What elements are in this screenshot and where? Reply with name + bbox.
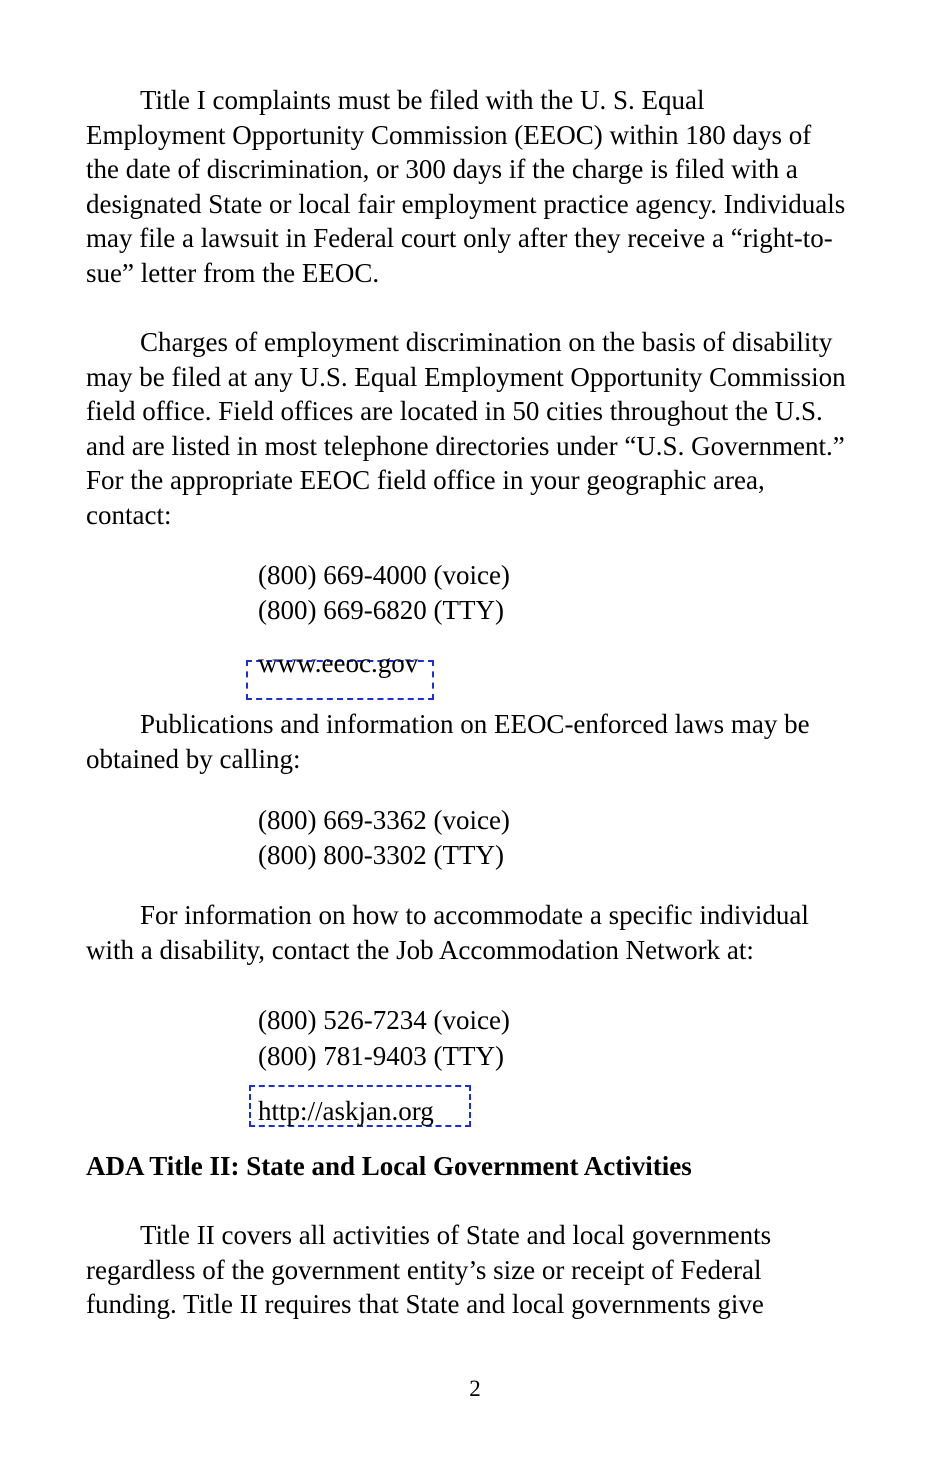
paragraph-title1-complaints: Title I complaints must be filed with the U. S. Equal Employment Opportunity Commission (EEOC) within 180 days of the date of discrimination, or 300 days if the charge is filed with a designated State or local fair employment practice agency. Individuals may file a lawsuit in Federal court only after they receive a “right-to-sue” letter from the EEOC. <box>86 85 846 288</box>
jan-voice-number: (800) 526-7234 (voice) <box>258 1005 510 1035</box>
paragraph-publications: Publications and information on EEOC-enforced laws may be obtained by calling: <box>86 709 810 774</box>
page-number: 2 <box>469 1376 481 1401</box>
paragraph-accommodation: For information on how to accommodate a specific individual with a disability, contact the Job Accommodation Network at: <box>86 900 809 965</box>
eeoc-phone-list <box>258 558 658 627</box>
eeoc-website-link[interactable]: www.eeoc.gov <box>258 648 419 678</box>
eeoc-tty-number: (800) 669-6820 (TTY) <box>258 594 504 625</box>
jan-phone-list <box>258 1002 658 1074</box>
publications-tty-number: (800) 800-3302 (TTY) <box>258 839 504 870</box>
publications-voice-number: (800) 669-3362 (voice) <box>258 805 510 835</box>
paragraph-charges-filing: Charges of employment discrimination on the basis of disability may be filed at any U.S. Equal Employment Opportunity Commission field office. Field offices are located in 50 cities throughout the U.S. and are listed in most telephone directories under “U.S. Government.” For the appropriate EEOC field office in your geographic area, contact: <box>86 327 846 530</box>
section-heading-title2: ADA Title II: State and Local Government Activities <box>86 1151 692 1181</box>
eeoc-voice-number: (800) 669-4000 (voice) <box>258 560 510 590</box>
jan-website-link[interactable]: http://askjan.org <box>258 1096 434 1126</box>
paragraph-title2-covers: Title II covers all activities of State and local governments regardless of the government entity’s size or receipt of Federal funding. Title II requires that State and local governments give <box>86 1220 772 1320</box>
publications-phone-list <box>258 803 658 872</box>
jan-tty-number: (800) 781-9403 (TTY) <box>258 1041 504 1071</box>
